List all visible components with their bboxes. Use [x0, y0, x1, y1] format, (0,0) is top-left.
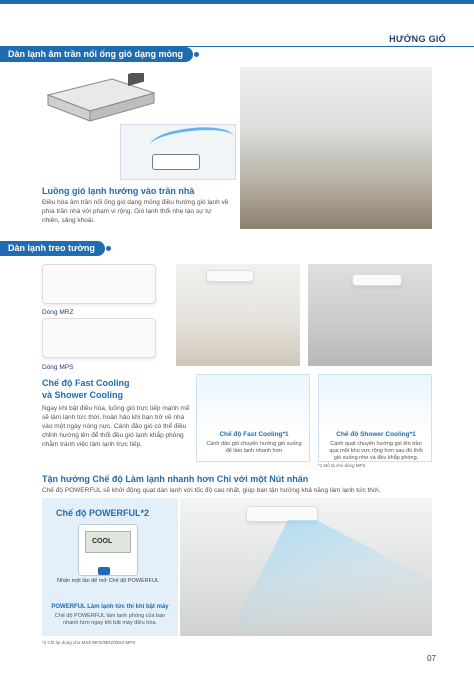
- page-number: 07: [427, 654, 436, 663]
- fast-cooling-card: [196, 374, 310, 462]
- fast-cooling-card-text: Cánh đảo gió chuyển hướng gió xuống để làm lạnh nhanh hơn: [206, 441, 302, 454]
- wall-unit-mrz-image: [42, 264, 156, 304]
- powerful-panel-title: Chế độ POWERFUL*2: [56, 508, 150, 518]
- powerful-panel-heading: POWERFUL Làm lạnh tức thì khi bật máy: [51, 604, 169, 610]
- section-tab-wall-label: Dàn lạnh treo tường: [8, 243, 95, 253]
- shower-cooling-card: [318, 374, 432, 462]
- ducted-unit-image: [42, 73, 160, 125]
- powerful-panel-body: Chế độ POWERFUL làm lạnh phòng của bạn nhanh hơn ngay khi bật máy điều hòa.: [54, 613, 166, 626]
- powerful-heading: Tận hưởng Chế độ Làm lạnh nhanh hơn Chỉ với một Nút nhấn: [42, 474, 309, 484]
- page-title: HƯỚNG GIÓ: [389, 34, 446, 44]
- cooling-modes-heading-line2: và Shower Cooling: [42, 390, 124, 400]
- powerful-footnote: *2 Chỉ áp dụng cho MSZ-MFD/MRZ/MSZ-MPS: [42, 640, 136, 645]
- cooling-modes-body-text: Ngay khi bật điều hòa, luồng gió trực tiếp mạnh mẽ sẽ làm lạnh tức thời, hoàn hảo khi bạn trở về nhà vào một ngày nóng nực. Cánh đảo gió có thể điều chỉnh hướng lên để thổi đều gió lạnh khắp phòng nhằm tránh việc làm lạnh trực tiếp.: [42, 405, 190, 448]
- remote-screen: [85, 531, 131, 553]
- ducted-body-text: Điều hòa âm trần nối ống gió dạng mỏng điều hướng gió lạnh về phía trần nhà với phạm vi rộng. Gió lạnh thổi nhẹ tạo sự tự nhiên, sảng khoái.: [42, 199, 229, 224]
- fast-cooling-card-title: Chế độ Fast Cooling*1: [219, 431, 289, 438]
- powerful-room-ac-unit: [246, 506, 318, 522]
- ducted-heading: Luồng gió lạnh hướng vào trần nhà: [42, 186, 195, 196]
- powerful-subheading: Chế độ POWERFUL sẽ khởi động quạt dàn lạnh với tốc độ cao nhất, giúp bạn tận hưởng khả năng làm lạnh tức thời.: [42, 487, 381, 494]
- remote-screen-text: COOL: [92, 538, 113, 545]
- shower-cooling-card-title: Chế độ Shower Cooling*1: [336, 431, 416, 438]
- wall-footnote: *1 Mô tả cho dòng MPS: [318, 463, 366, 468]
- kitchen-room-photo: [240, 67, 432, 229]
- wall-unit-mps-image: [42, 318, 156, 358]
- bedroom-ac-unit: [352, 274, 402, 286]
- cooling-modes-heading-line1: Chế độ Fast Cooling: [42, 378, 130, 388]
- press-once-label: Nhấn một lần để mở Chế độ POWERFUL: [56, 578, 160, 584]
- model-mrz-caption: Dòng MRZ: [42, 309, 74, 316]
- shower-cooling-card-text: Cánh quạt chuyển hướng gió lên trần qua một khu vực rộng hơn sau đó thổi gió xuống nhẹ và đều khắp phòng.: [329, 441, 423, 461]
- living-room-ac-unit: [206, 270, 254, 282]
- section-tab-ducted-label: Dàn lạnh âm trần nối ống gió dạng mỏng: [8, 49, 183, 59]
- section-tab-ducted: [0, 47, 193, 62]
- sofa-icon: [152, 154, 200, 170]
- section-tab-wall: [0, 241, 105, 256]
- top-accent-bar: [0, 0, 474, 4]
- model-mps-caption: Dòng MPS: [42, 364, 74, 371]
- powerful-button-icon: [98, 567, 110, 575]
